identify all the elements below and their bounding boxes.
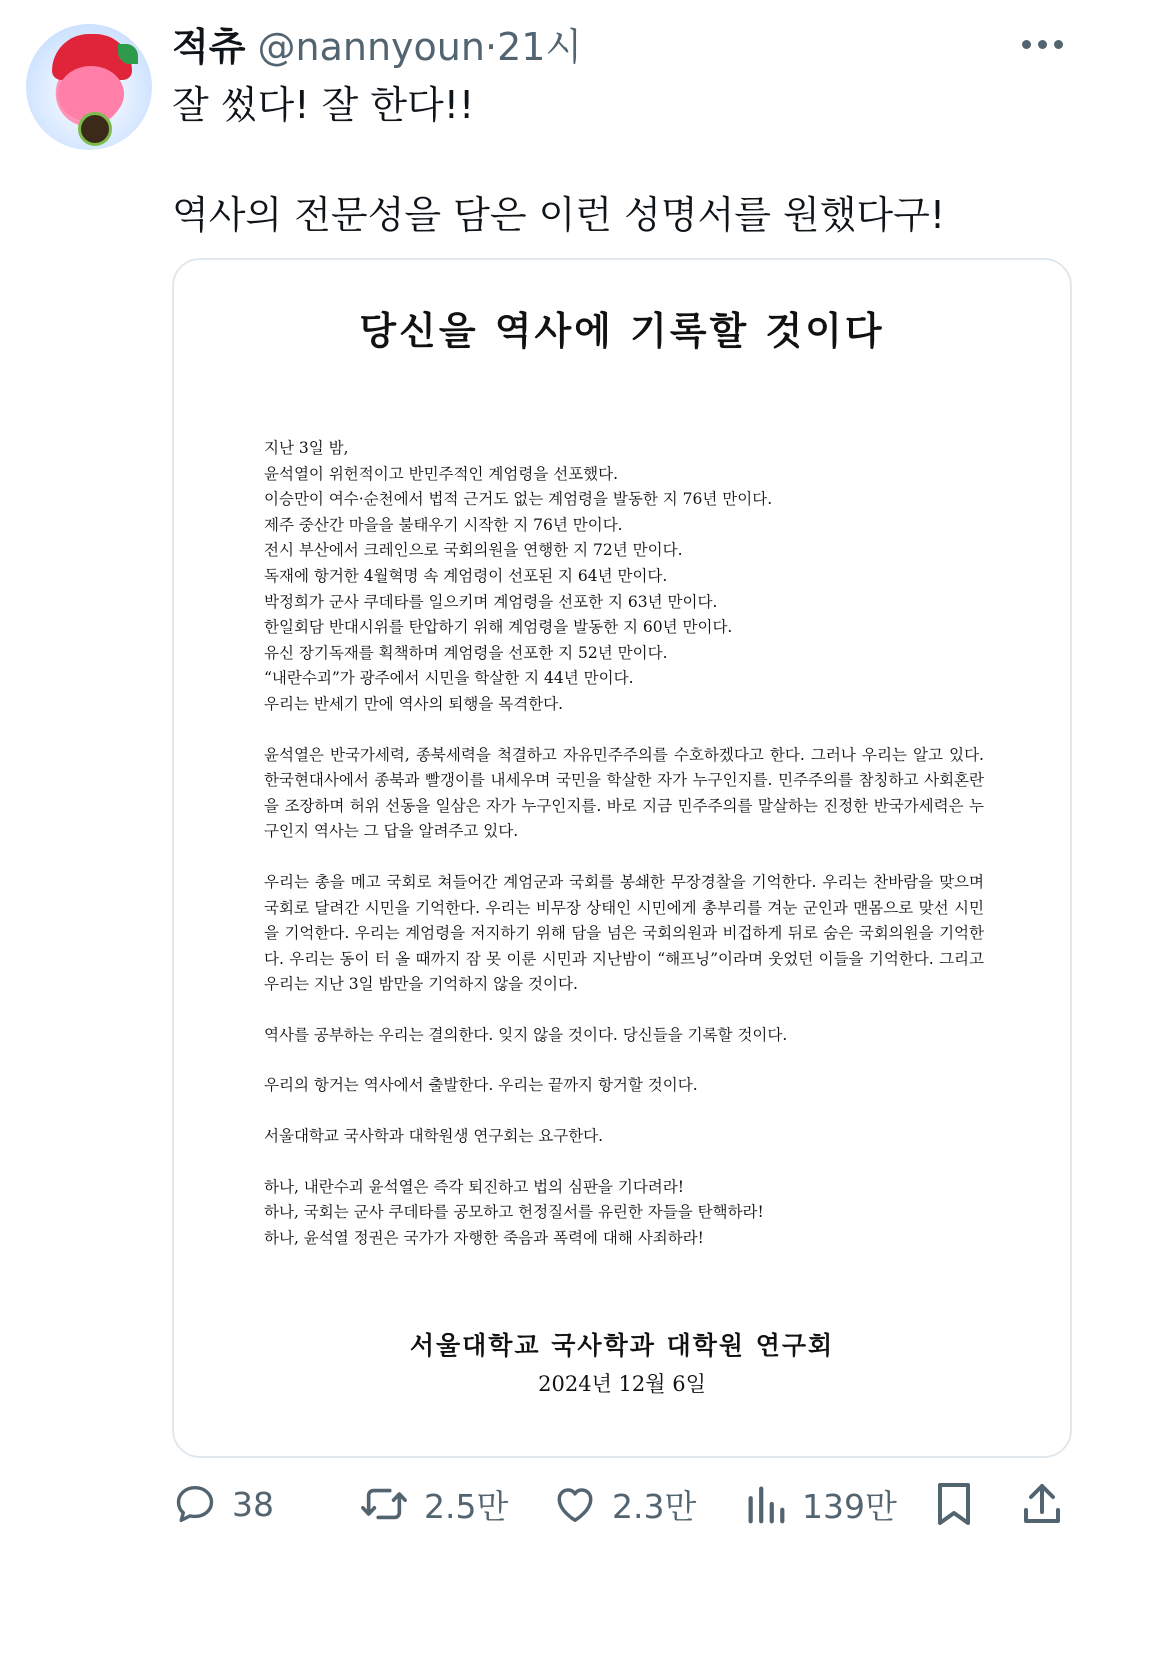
action-bar xyxy=(172,1476,1072,1532)
demand-line: 하나, 국회는 군사 쿠데타를 공모하고 헌정질서를 유린한 자들을 탄핵하라! xyxy=(264,1203,764,1222)
demand-line: 하나, 윤석열 정권은 국가가 자행한 죽음과 폭력에 대해 사죄하라! xyxy=(264,1228,704,1247)
reply-icon xyxy=(172,1481,218,1527)
body-paragraph-3: 우리는 총을 메고 국회로 쳐들어간 계엄군과 국회를 봉쇄한 무장경찰을 기억한다. 우리는 찬바람을 맞으며 국회로 달려간 시민을 기억한다. 우리는 비무장 상태인 시민에게 총부리를 겨눈 군인과 맨몸으로 맞선 시민을 기억한다. 우리는 계엄령을 저지하기 위해 담을 넘은 국회의원과 비겁하게 뒤로 숨은 국회의원을 기억한다. 우리는 동이 터 올 때까지 잠 못 이룬 시민과 지난밤이 “해프닝”이라며 웃었던 이들을 기억한다. 그리고 우리는 지난 3일 밤만을 기억하지 않을 것이다. xyxy=(264,872,984,994)
demand-line: 하나, 내란수괴 윤석열은 즉각 퇴진하고 법의 심판을 기다려라! xyxy=(264,1177,684,1196)
tweet-text-line1: 잘 썼다! 잘 한다!! xyxy=(172,83,475,127)
bookmark-icon xyxy=(932,1480,976,1528)
retweet-count: 2.5만 xyxy=(424,1486,509,1526)
reply-count: 38 xyxy=(232,1484,274,1524)
like-count: 2.3만 xyxy=(612,1486,697,1526)
share-button[interactable] xyxy=(1020,1476,1064,1532)
avatar[interactable] xyxy=(26,24,152,150)
document-organization: 서울대학교 국사학과 대학원 연구회 xyxy=(409,1331,835,1360)
author-name[interactable]: 적츄 xyxy=(172,25,246,69)
body-line: 독재에 항거한 4월혁명 속 계엄령이 선포된 지 64년 만이다. xyxy=(264,566,668,585)
body-paragraph-2: 윤석열은 반국가세력, 종북세력을 척결하고 자유민주주의를 수호하겠다고 한다. 그러나 우리는 알고 있다. 한국현대사에서 종북과 빨갱이를 내세우며 국민을 학살한 자가 누구인지를. 민주주의를 참칭하고 사회혼란을 조장하며 허위 선동을 일삼은 자가 누구인지를. 바로 지금 민주주의를 말살하는 진정한 반국가세력은 누구인지 역사는 그 답을 알려주고 있다. xyxy=(264,745,984,841)
retweet-icon xyxy=(358,1481,410,1527)
body-line: 서울대학교 국사학과 대학원생 연구회는 요구한다. xyxy=(264,1127,604,1146)
body-line: 박정희가 군사 쿠데타를 일으키며 계엄령을 선포한 지 63년 만이다. xyxy=(264,592,718,611)
tweet-text-line2: 역사의 전문성을 담은 이런 성명서를 원했다구! xyxy=(172,193,946,237)
avatar-ornament xyxy=(78,112,112,146)
tweet-time[interactable]: 21시 xyxy=(497,25,583,69)
body-line: 지난 3일 밤, xyxy=(264,439,349,457)
more-icon[interactable] xyxy=(1018,30,1066,58)
share-icon xyxy=(1020,1480,1064,1528)
tweet-header xyxy=(172,16,582,71)
author-handle[interactable]: @nannyoun xyxy=(257,25,485,69)
body-line: 우리는 반세기 만에 역사의 퇴행을 목격한다. xyxy=(264,694,564,713)
body-line: 역사를 공부하는 우리는 결의한다. 잊지 않을 것이다. 당신들을 기록할 것이다. xyxy=(264,1025,788,1044)
body-line: “내란수괴”가 광주에서 시민을 학살한 지 44년 만이다. xyxy=(264,669,634,688)
body-line: 제주 중산간 마을을 불태우기 시작한 지 76년 만이다. xyxy=(264,515,623,534)
body-line: 전시 부산에서 크레인으로 국회의원을 연행한 지 72년 만이다. xyxy=(264,541,683,560)
body-line: 윤석열이 위헌적이고 반민주적인 계엄령을 선포했다. xyxy=(264,464,619,483)
media-card[interactable] xyxy=(172,258,1072,1458)
separator-dot: · xyxy=(484,25,498,69)
views-count: 139만 xyxy=(802,1486,897,1526)
like-button[interactable] xyxy=(552,1476,696,1532)
views-icon xyxy=(744,1481,788,1527)
bookmark-button[interactable] xyxy=(932,1476,976,1532)
body-line: 우리의 항거는 역사에서 출발한다. 우리는 끝까지 항거할 것이다. xyxy=(264,1076,698,1095)
statement-document xyxy=(174,260,1070,1456)
retweet-button[interactable] xyxy=(358,1476,508,1532)
reply-button[interactable] xyxy=(172,1476,274,1532)
like-icon xyxy=(552,1481,598,1527)
body-line: 이승만이 여수·순천에서 법적 근거도 없는 계엄령을 발동한 지 76년 만이다. xyxy=(264,490,773,509)
document-date: 2024년 12월 6일 xyxy=(538,1372,706,1396)
views-button[interactable] xyxy=(744,1476,897,1532)
body-line: 유신 장기독재를 획책하며 계엄령을 선포한 지 52년 만이다. xyxy=(264,643,668,662)
body-line: 한일회담 반대시위를 탄압하기 위해 계엄령을 발동한 지 60년 만이다. xyxy=(264,618,733,637)
document-title: 당신을 역사에 기록할 것이다 xyxy=(359,308,885,353)
document-body xyxy=(264,436,984,1251)
